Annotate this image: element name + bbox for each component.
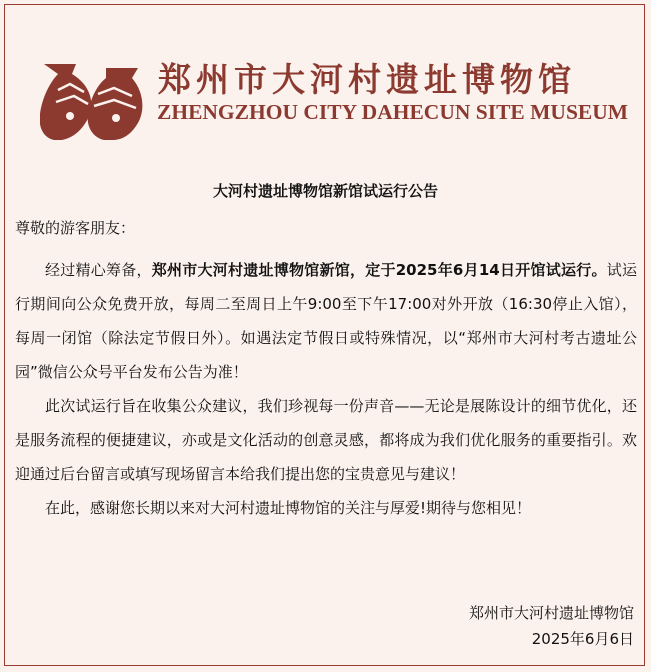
pottery-logo-icon <box>40 48 144 142</box>
museum-header <box>40 48 629 142</box>
opening-announcement: 郑州市大河村遗址博物馆新馆，定于2025年6月14日开馆试运行。 <box>151 261 607 279</box>
paragraph-thanks: 在此，感谢您长期以来对大河村遗址博物馆的关注与厚爱!期待与您相见！ <box>45 499 532 517</box>
museum-name-english: ZHENGZHOU CITY DAHECUN SITE MUSEUM <box>157 100 629 124</box>
opening-hours-details: 试运行期间向公众免费开放，每周二至周日上午9:00至下午17:00对外开放（16:30停止入馆），每周一闭馆（除法定节假日外）。如遇法定节假日或特殊情况，以“郑州市大河村考古遗址公园”微信公众号平台发布公告为准！ <box>15 261 637 381</box>
signature-date: 2025年6月6日 <box>531 630 634 648</box>
notice-salutation: 尊敬的游客朋友： <box>15 219 136 237</box>
notice-title: 大河村遗址博物馆新馆试运行公告 <box>212 182 438 200</box>
paragraph-opening <box>15 253 637 389</box>
notice-body <box>15 253 637 525</box>
signature-organization: 郑州市大河村遗址博物馆 <box>468 604 634 622</box>
opening-lead: 经过精心筹备， <box>45 261 152 279</box>
paragraph-feedback: 此次试运行旨在收集公众建议，我们珍视每一份声音——无论是展陈设计的细节优化，还是服务流程的便捷建议，亦或是文化活动的创意灵感，都将成为我们优化服务的重要指引。欢迎通过后台留言或填写现场留言本给我们提出您的宝贵意见与建议！ <box>15 397 637 483</box>
museum-name-chinese: 郑州市大河村遗址博物馆 <box>158 60 576 99</box>
